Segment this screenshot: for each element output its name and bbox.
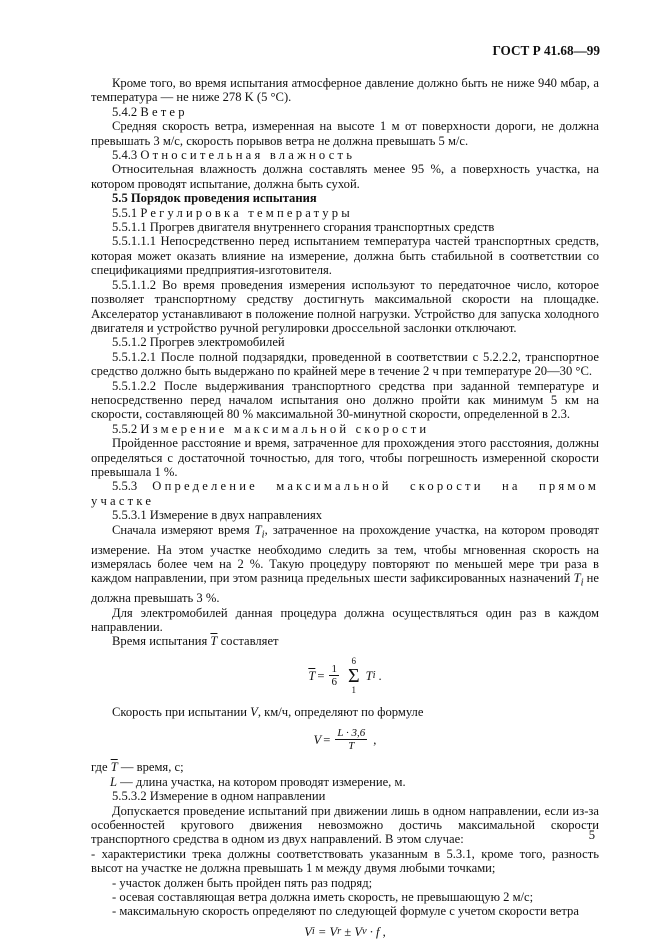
section-5-5-3-2-heading: 5.5.3.2 Измерение в одном направлении (112, 789, 326, 804)
list-item: - максимальную скорость определяют по следующей формуле с учетом скорости ветра (112, 904, 579, 919)
section-5-5-heading: 5.5 Порядок проведения испытания (112, 191, 317, 206)
section-title: Ветер (140, 104, 188, 119)
paragraph: Допускается проведение испытаний при движении лишь в одном направлении, если из-за особенностей кругового движения невозможно достичь максимальной скорости транспортного средства в одном из двух направлений. В этом случае: (91, 803, 599, 847)
paragraph: 5.5.1.2.1 После полной подзарядки, проведенной в соответствии с 5.2.2.2, транспортное средство должно быть выдержано по крайней мере в течение 2 ч при температуре 20—30 °С. (91, 349, 599, 379)
symbol-V: V (250, 704, 258, 719)
section-5-5-1-2-heading: 5.5.1.2 Прогрев электромобилей (112, 335, 285, 350)
symbol-T: T (254, 522, 262, 537)
formula-subscript: i (311, 925, 315, 937)
formula-speed (91, 727, 599, 752)
list-item: - участок должен быть пройден пять раз подряд; (112, 875, 373, 890)
sum-lower-limit: 1 (351, 684, 356, 695)
section-5-5-1-heading (91, 206, 599, 220)
formula-subscript: r (337, 925, 342, 937)
page-number: 5 (588, 828, 595, 842)
legend-line (91, 775, 599, 789)
section-title: Регулировка температуры (140, 205, 353, 220)
paragraph (91, 634, 599, 648)
paragraph (91, 523, 599, 606)
paragraph: Кроме того, во время испытания атмосферное давление должно быть не ниже 940 мбар, а температура — не ниже 278 K (5 °C). (91, 76, 599, 105)
formula-wind-speed (91, 925, 599, 939)
symbol-T-mean: $\overline{T}$ (210, 634, 218, 649)
paragraph: Средняя скорость ветра, измеренная на высоте 1 м от поверхности дороги, не должна превышать 3 м/с, скорость порывов ветра не должна превышать 5 м/с. (91, 119, 599, 148)
formula-subscript: v (362, 925, 367, 937)
symbol-T: T (573, 571, 581, 586)
section-number: 5.4.2 (112, 104, 138, 119)
formula-mean-time (91, 657, 599, 695)
formula-lhs: V (313, 732, 322, 747)
symbol-subscript: i (580, 577, 584, 589)
symbol-T-mean: $\overline{T}$ (110, 760, 118, 775)
where-label: где (91, 760, 108, 775)
paragraph: 5.5.1.1.1 Непосредственно перед испытанием температура частей транспортных средств, которая может оказать влияние на измерение, должна быть стабильной в соответствии со спецификациями предприятия-изготовителя. (91, 234, 599, 278)
text-fragment: Время испытания (112, 634, 208, 649)
section-title: Относительная влажность (140, 148, 356, 163)
list-item: - характеристики трека должны соответствовать указанным в 5.3.1, кроме того, разность высот на участке не должна превышать 1 м между двумя любыми точками; (91, 846, 599, 876)
formula-end: . (378, 668, 382, 683)
formula-part: = V (317, 924, 338, 939)
text-fragment: Сначала измеряют время (112, 522, 250, 537)
formula-part: ± V (344, 924, 363, 939)
paragraph: Пройденное расстояние и время, затраченное для прохождения этого расстояния, должны определяться с достаточной точностью, для того, чтобы погрешность измеренной скорости превышала 1 %. (91, 436, 599, 479)
fraction-denominator: 6 (331, 676, 337, 689)
text-fragment: , км/ч, определяют по формуле (257, 704, 424, 719)
section-5-4-2-heading (91, 105, 599, 119)
legend-line (91, 760, 599, 774)
sum-upper-limit: 6 (351, 655, 356, 666)
section-title: Определение максимальной скорости на прямом участке (91, 479, 599, 508)
section-number: 5.5.3 (112, 479, 138, 494)
formula-end: , (373, 732, 377, 747)
sigma-icon: Σ (347, 664, 360, 687)
text-fragment: — время, с; (120, 760, 184, 775)
formula-equals: = (317, 668, 325, 683)
formula-term-subscript: i (372, 669, 376, 681)
symbol-L: L (110, 774, 118, 789)
document-body (91, 76, 599, 939)
fraction-numerator: 1 (331, 663, 337, 676)
text-fragment: Скорость при испытании (112, 704, 247, 719)
sum-symbol (348, 657, 360, 695)
paragraph: Относительная влажность должна составлять менее 95 %, а поверхность участка, на котором проводят испытание, должна быть сухой. (91, 162, 599, 191)
section-5-5-2-heading (91, 422, 599, 436)
text-fragment: не должна превышать 3 %. (91, 571, 599, 606)
paragraph: Для электромобилей данная процедура должна осуществляться один раз в каждом направлении. (91, 605, 599, 635)
fraction-denominator: T (348, 740, 355, 753)
list-item: - осевая составляющая ветра должна иметь скорость, не превышающую 2 м/с; (112, 889, 534, 904)
paragraph: 5.5.1.2.2 После выдерживания транспортного средства при заданной температуре и непосредственно перед началом испытания оно должно пройти как минимум 5 км на скорости, составляющей 80 % максимальной 30-минутной скорости, определенной в 2.3. (91, 378, 599, 422)
section-5-5-3-heading (91, 479, 599, 508)
text-fragment: , затраченное на прохождение участка, на котором проводят измерение. На этом участке необходимо следить за тем, чтобы мгновенная скорость на измерялась более чем на 2 %. Такую процедуру повторяют по меньшей мере три раза в каждом направлении, при этом разница предельных шести зафиксированных назначений (91, 522, 599, 586)
symbol-subscript: i (261, 529, 265, 541)
formula-term: T (365, 668, 373, 683)
text-fragment: — длина участка, на котором проводят измерение, м. (120, 774, 406, 789)
formula-fraction (335, 727, 367, 752)
formula-lhs: V (304, 924, 312, 939)
text-fragment: составляет (220, 634, 279, 649)
section-number: 5.5.2 (112, 421, 138, 436)
section-number: 5.5.1 (112, 205, 138, 220)
formula-part: · f , (369, 924, 386, 939)
formula-lhs: $\overline{T}$ (308, 668, 316, 683)
fraction-numerator: L · 3,6 (337, 727, 366, 740)
paragraph (91, 705, 599, 719)
formula-fraction (329, 663, 339, 688)
section-title: Измерение максимальной скорости (140, 421, 430, 436)
standard-header: ГОСТ Р 41.68—99 (492, 43, 600, 58)
section-5-5-1-1-heading: 5.5.1.1 Прогрев двигателя внутреннего сгорания транспортных средств (112, 220, 495, 235)
formula-equals: = (323, 732, 331, 747)
section-number: 5.4.3 (112, 148, 138, 163)
section-5-5-3-1-heading: 5.5.3.1 Измерение в двух направлениях (112, 508, 323, 523)
paragraph: 5.5.1.1.2 Во время проведения измерения используют то передаточное число, которое позволяет транспортному средству достигнуть максимальной скорости на площадке. Акселератор устанавливают в положение полной нагрузки. Устройство для запуска холодного двигателя и устройство ручной регулировки дроссельной заслонки отключают. (91, 277, 599, 335)
section-5-4-3-heading (91, 148, 599, 162)
